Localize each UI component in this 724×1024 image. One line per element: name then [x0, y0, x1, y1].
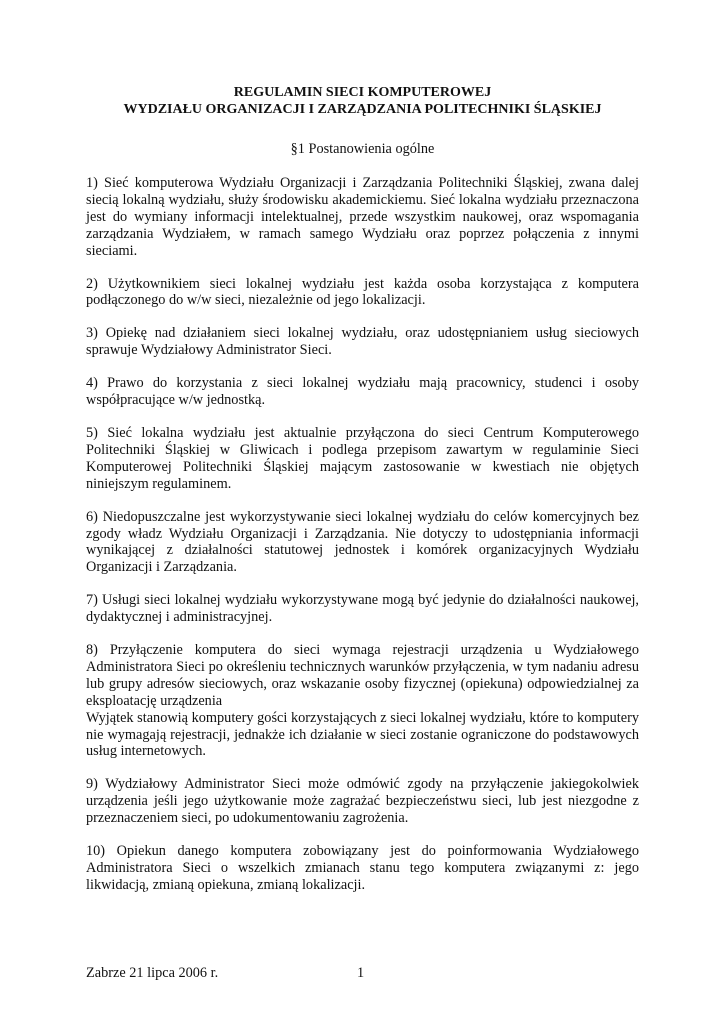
document-body [86, 84, 639, 894]
paragraph-2: 2) Użytkownikiem sieci lokalnej wydziału jest każda osoba korzystająca z komputera podłączonego do w/w sieci, niezależnie od jego lokalizacji. [86, 275, 639, 309]
paragraph-1: 1) Sieć komputerowa Wydziału Organizacji i Zarządzania Politechniki Śląskiej, zwana dalej siecią lokalną wydziału, służy środowisku akademickiemu. Sieć lokalna wydziału przeznaczona jest do wymiany informacji intelektualnej, przede wszystkim naukowej, oraz wspomagania zarządzania Wydziałem, w ramach samego Wydziału oraz poprzez połączenia z innymi sieciami. [86, 175, 639, 259]
paragraph-5: 5) Sieć lokalna wydziału jest aktualnie przyłączona do sieci Centrum Komputerowego Politechniki Śląskiej w Gliwicach i podlega przepisom zawartym w regulaminie Sieci Komputerowej Politechniki Śląskiej mającym zastosowanie w kwestiach nie objętych niniejszym regulaminem. [86, 424, 639, 492]
footer-page-number: 1 [357, 965, 365, 981]
paragraph-8-exception: Wyjątek stanowią komputery gości korzystających z sieci lokalnej wydziału, które to komputery nie wymagają rejestracji, jednakże ich działanie w sieci zostanie ograniczone do podstawowych usług internetowych. [86, 709, 639, 760]
paragraph-10: 10) Opiekun danego komputera zobowiązany jest do poinformowania Wydziałowego Administratora Sieci o wszelkich zmianach stanu tego komputera związanymi z: jego likwidacją, zmianą opiekuna, zmianą lokalizacji. [86, 843, 639, 893]
paragraph-9: 9) Wydziałowy Administrator Sieci może odmówić zgody na przyłączenie jakiegokolwiek urządzenia jeśli jego użytkowanie może zagrażać bezpieczeństwu sieci, lub jest niezgodne z przeznaczeniem sieci, po udokumentowaniu zagrożenia. [86, 776, 639, 827]
section-heading: §1 Postanowienia ogólne [290, 141, 435, 157]
paragraph-3: 3) Opiekę nad działaniem sieci lokalnej wydziału, oraz udostępnianiem usług sieciowych sprawuje Wydziałowy Administrator Sieci. [86, 325, 639, 359]
footer-place-date: Zabrze 21 lipca 2006 r. [86, 965, 219, 981]
paragraph-6: 6) Niedopuszczalne jest wykorzystywanie sieci lokalnej wydziału do celów komercyjnych bez zgody władz Wydziału Organizacji i Zarządzania. Nie dotyczy to udostępniania informacji wynikającej z działalności statutowej jednostek i komórek organizacyjnych Wydziału Organizacji i Zarządzania. [86, 508, 639, 576]
paragraph-7: 7) Usługi sieci lokalnej wydziału wykorzystywane mogą być jedynie do działalności naukowej, dydaktycznej i administracyjnej. [86, 592, 639, 626]
document-title-line-1: REGULAMIN SIECI KOMPUTEROWEJ [233, 85, 492, 100]
document-title-line-2: WYDZIAŁU ORGANIZACJI I ZARZĄDZANIA POLITECHNIKI ŚLĄSKIEJ [123, 102, 602, 117]
paragraph-4: 4) Prawo do korzystania z sieci lokalnej wydziału mają pracownicy, studenci i osoby współpracujące w/w jednostką. [86, 375, 639, 409]
paragraph-8: 8) Przyłączenie komputera do sieci wymaga rejestracji urządzenia u Wydziałowego Administratora Sieci po określeniu technicznych warunków przyłączenia, w tym nadaniu adresu lub grupy adresów sieciowych, oraz wskazanie osoby fizycznej (opiekuna) odpowiedzialnej za eksploatację urządzenia [86, 642, 639, 709]
